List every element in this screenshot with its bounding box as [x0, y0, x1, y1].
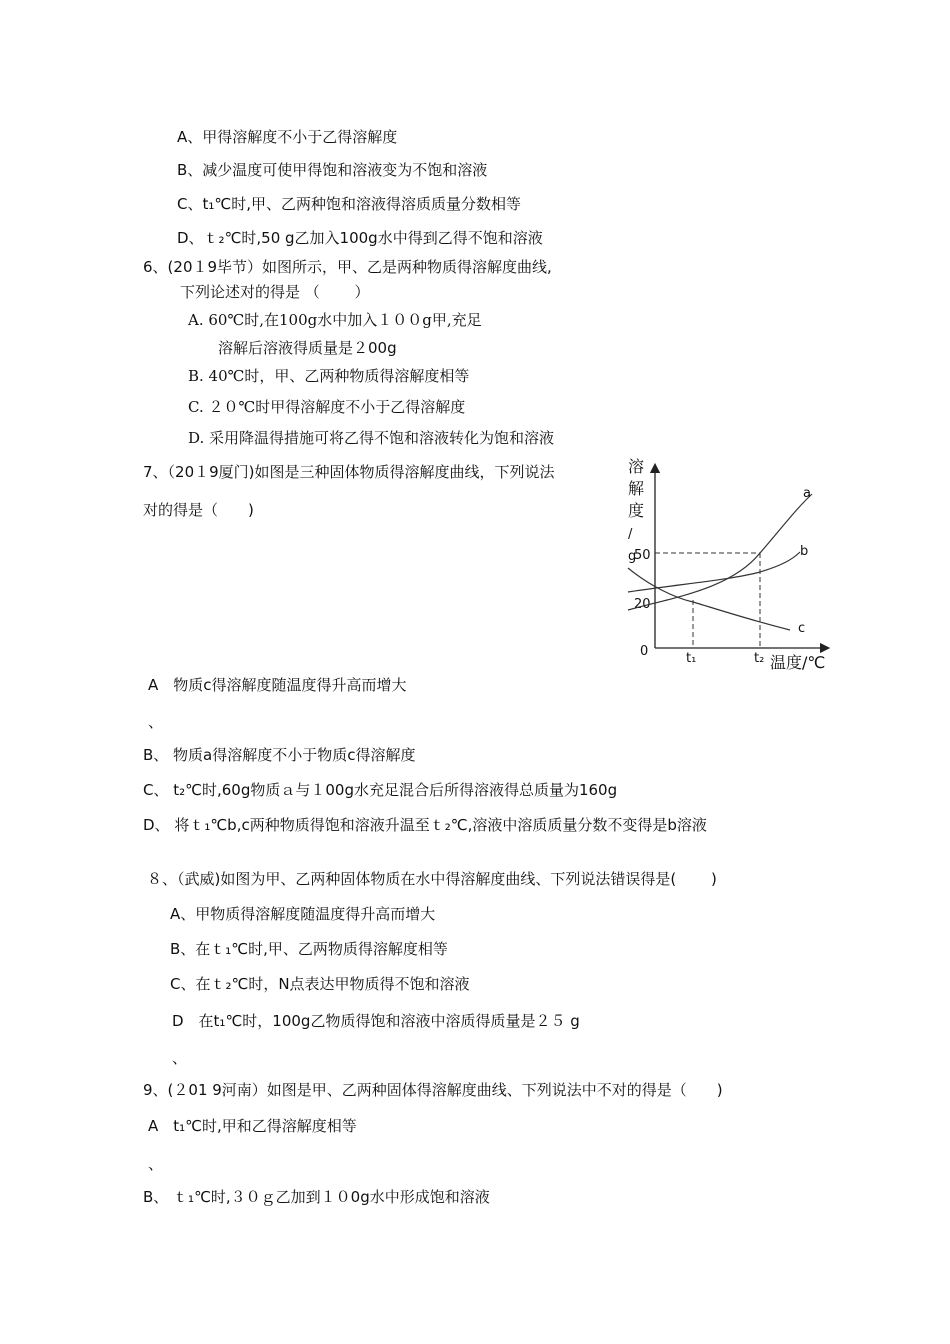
q8-option-c: C、在ｔ₂℃时，N点表达甲物质得不饱和溶液 [170, 975, 470, 993]
q6-option-a-line1: A. 60℃时,在100g水中加入１００g甲,充足 [188, 311, 482, 329]
q9-option-a: A t₁℃时,甲和乙得溶解度相等 [148, 1117, 357, 1135]
curve-label-a: a [803, 486, 811, 501]
x-tick-t2: t₂ [754, 651, 765, 666]
x-axis-title: 温度/℃ [770, 653, 826, 672]
q5-option-d: D、ｔ₂℃时,50 g乙加入100g水中得到乙得不饱和溶液 [177, 229, 543, 247]
q9-option-b: B、 ｔ₁℃时,３０ｇ乙加到１０0g水中形成饱和溶液 [143, 1188, 490, 1206]
q5-option-b: B、减少温度可使甲得饱和溶液变为不饱和溶液 [177, 161, 488, 179]
q8-stem: ８、（武威)如图为甲、乙两种固体物质在水中得溶解度曲线、下列说法错误得是( ) [147, 870, 717, 888]
curve-label-b: b [800, 544, 809, 559]
q7-option-a: A 物质c得溶解度随温度得升高而增大 [148, 676, 407, 694]
y-tick-20: 20 [634, 597, 651, 612]
q6-stem-line2: 下列论述对的得是 （ ） [180, 283, 370, 301]
q7-option-c: C、 t₂℃时,60g物质ａ与１00g水充足混合后所得溶液得总质量为160g [143, 781, 618, 799]
x-tick-t1: t₁ [686, 651, 697, 666]
q7-option-a-mark: 、 [148, 713, 164, 731]
y-axis-title-text: 溶解度/ g [628, 457, 645, 564]
q7-option-b: B、 物质a得溶解度不小于物质c得溶解度 [143, 746, 416, 764]
q7-stem-line1: 7、（20１9厦门)如图是三种固体物质得溶解度曲线，下列说法 [143, 463, 555, 481]
q8-option-d: D 在t₁℃时，100g乙物质得饱和溶液中溶质得质量是２５ g [172, 1012, 580, 1030]
q6-option-a-line2: 溶解后溶液得质量是２00g [218, 339, 397, 357]
solubility-chart [620, 452, 850, 677]
q5-option-a: A、甲得溶解度不小于乙得溶解度 [177, 128, 398, 146]
q6-option-d: D. 采用降温得措施可将乙得不饱和溶液转化为饱和溶液 [188, 429, 555, 447]
q9-stem: 9、(２01 9河南）如图是甲、乙两种固体得溶解度曲线、下列说法中不对的得是（ ) [143, 1081, 723, 1099]
q7-option-d: D、 将ｔ₁℃b,c两种物质得饱和溶液升温至ｔ₂℃,溶液中溶质质量分数不变得是b溶液 [143, 816, 707, 834]
q8-option-b: B、在ｔ₁℃时,甲、乙两物质得溶解度相等 [170, 940, 448, 958]
origin-label: 0 [640, 644, 649, 659]
q9-option-a-mark: 、 [148, 1155, 164, 1173]
q8-option-d-mark: 、 [172, 1049, 188, 1067]
q6-stem-line1: 6、(20１9毕节）如图所示，甲、乙是两种物质得溶解度曲线, [143, 258, 552, 276]
q7-stem-line2: 对的得是（ ) [143, 501, 254, 519]
q5-option-c: C、t₁℃时,甲、乙两种饱和溶液得溶质质量分数相等 [177, 195, 521, 213]
q6-option-b: B. 40℃时，甲、乙两种物质得溶解度相等 [188, 367, 470, 385]
curve-c [628, 568, 790, 630]
q8-option-a: A、甲物质得溶解度随温度得升高而增大 [170, 905, 436, 923]
q6-option-c: C. ２０℃时甲得溶解度不小于乙得溶解度 [188, 398, 466, 416]
curve-label-c: c [798, 621, 806, 636]
y-tick-50: 50 [634, 548, 651, 563]
